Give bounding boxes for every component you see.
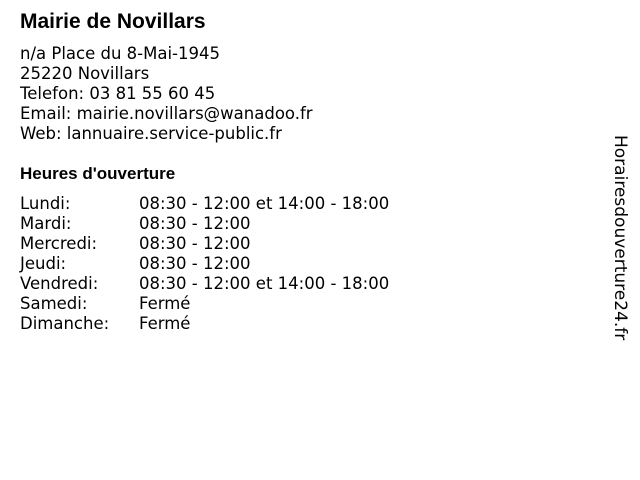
hours-row-wednesday [20, 234, 389, 254]
time-value: Fermé [139, 314, 191, 333]
time-value: Fermé [139, 294, 191, 313]
address-block [20, 44, 313, 144]
time-value: 08:30 - 12:00 [139, 214, 251, 233]
time-value: 08:30 - 12:00 et 14:00 - 18:00 [139, 194, 390, 213]
email-address: Email: mairie.novillars@wanadoo.fr [20, 104, 313, 123]
time-value: 08:30 - 12:00 [139, 254, 251, 273]
day-label: Mercredi: [20, 234, 98, 253]
day-label: Jeudi: [20, 254, 67, 273]
street-address: n/a Place du 8-Mai-1945 [20, 44, 220, 63]
day-label: Vendredi: [20, 274, 99, 293]
day-label: Samedi: [20, 294, 88, 313]
hours-row-saturday [20, 294, 389, 314]
hours-row-tuesday [20, 214, 389, 234]
day-label: Mardi: [20, 214, 72, 233]
time-value: 08:30 - 12:00 [139, 234, 251, 253]
hours-row-monday [20, 194, 389, 214]
page-title: Mairie de Novillars [20, 10, 206, 33]
time-value: 08:30 - 12:00 et 14:00 - 18:00 [139, 274, 390, 293]
hours-row-sunday [20, 314, 389, 334]
hours-row-thursday [20, 254, 389, 274]
day-label: Dimanche: [20, 314, 110, 333]
phone-number: Telefon: 03 81 55 60 45 [20, 84, 216, 103]
hours-row-friday [20, 274, 389, 294]
website: Web: lannuaire.service-public.fr [20, 124, 282, 143]
site-watermark: Horairesdouverture24.fr [610, 135, 630, 341]
city-postal: 25220 Novillars [20, 64, 150, 83]
opening-hours-table [20, 194, 389, 334]
hours-heading: Heures d'ouverture [20, 164, 176, 183]
day-label: Lundi: [20, 194, 71, 213]
